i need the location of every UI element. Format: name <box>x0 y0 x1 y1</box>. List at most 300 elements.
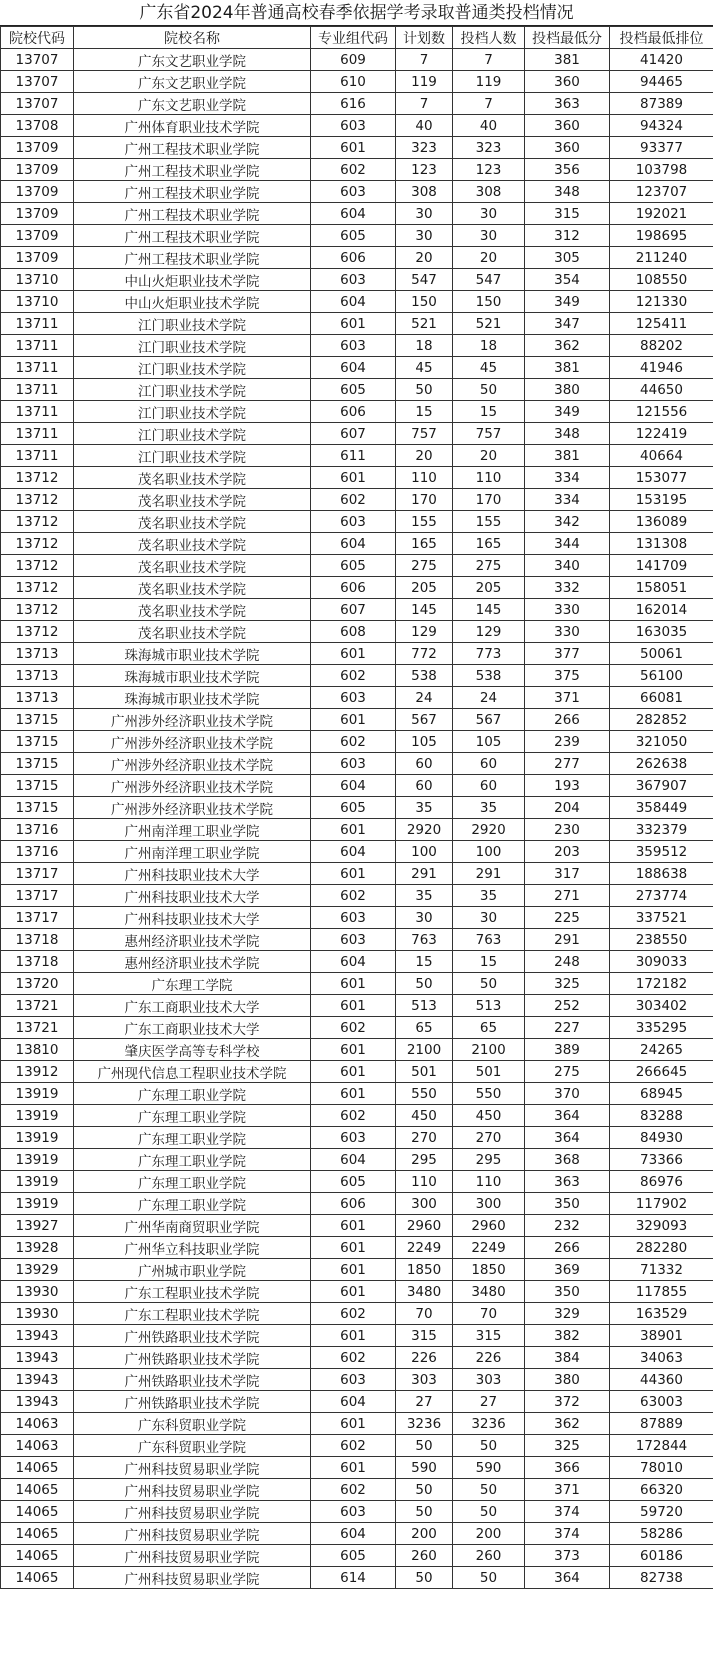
group-code-cell: 607 <box>311 599 396 621</box>
school-name-cell: 茂名职业技术学院 <box>74 577 311 599</box>
plan-count-cell: 50 <box>396 1435 453 1457</box>
school-name-cell: 江门职业技术学院 <box>74 379 311 401</box>
table-row <box>1 379 713 401</box>
group-code-cell: 601 <box>311 313 396 335</box>
admitted-count-cell: 60 <box>453 753 525 775</box>
plan-count-cell: 226 <box>396 1347 453 1369</box>
table-row <box>1 115 713 137</box>
plan-count-cell: 50 <box>396 1567 453 1589</box>
table-row <box>1 841 713 863</box>
min-rank-cell: 71332 <box>610 1259 713 1281</box>
school-name-cell: 广州铁路职业技术学院 <box>74 1369 311 1391</box>
school-code-cell: 13711 <box>1 401 74 423</box>
group-code-cell: 603 <box>311 929 396 951</box>
admitted-count-cell: 119 <box>453 71 525 93</box>
admitted-count-cell: 7 <box>453 49 525 71</box>
school-name-cell: 广州工程技术职业学院 <box>74 181 311 203</box>
table-row <box>1 1391 713 1413</box>
school-code-cell: 13711 <box>1 313 74 335</box>
school-code-cell: 13919 <box>1 1083 74 1105</box>
table-row <box>1 1039 713 1061</box>
min-score-cell: 334 <box>525 467 610 489</box>
table-row <box>1 885 713 907</box>
school-name-cell: 茂名职业技术学院 <box>74 511 311 533</box>
min-score-cell: 364 <box>525 1127 610 1149</box>
school-name-cell: 江门职业技术学院 <box>74 313 311 335</box>
min-score-cell: 342 <box>525 511 610 533</box>
school-code-cell: 13712 <box>1 555 74 577</box>
admitted-count-cell: 110 <box>453 1171 525 1193</box>
school-code-cell: 13919 <box>1 1149 74 1171</box>
table-row <box>1 137 713 159</box>
min-score-cell: 329 <box>525 1303 610 1325</box>
min-rank-cell: 60186 <box>610 1545 713 1567</box>
table-row <box>1 555 713 577</box>
school-name-cell: 江门职业技术学院 <box>74 423 311 445</box>
min-score-cell: 332 <box>525 577 610 599</box>
school-name-cell: 广州科技贸易职业学院 <box>74 1545 311 1567</box>
group-code-cell: 604 <box>311 1391 396 1413</box>
admitted-count-cell: 521 <box>453 313 525 335</box>
school-name-cell: 中山火炬职业技术学院 <box>74 269 311 291</box>
group-code-cell: 605 <box>311 1171 396 1193</box>
group-code-cell: 601 <box>311 1039 396 1061</box>
group-code-cell: 603 <box>311 753 396 775</box>
school-name-cell: 茂名职业技术学院 <box>74 599 311 621</box>
plan-count-cell: 24 <box>396 687 453 709</box>
min-rank-cell: 38901 <box>610 1325 713 1347</box>
plan-count-cell: 308 <box>396 181 453 203</box>
school-code-cell: 13717 <box>1 885 74 907</box>
admitted-count-cell: 2920 <box>453 819 525 841</box>
admitted-count-cell: 170 <box>453 489 525 511</box>
column-header-admitted-count: 投档人数 <box>453 27 525 49</box>
min-rank-cell: 121556 <box>610 401 713 423</box>
admitted-count-cell: 30 <box>453 203 525 225</box>
min-rank-cell: 88202 <box>610 335 713 357</box>
school-code-cell: 14065 <box>1 1523 74 1545</box>
admitted-count-cell: 550 <box>453 1083 525 1105</box>
admitted-count-cell: 145 <box>453 599 525 621</box>
plan-count-cell: 165 <box>396 533 453 555</box>
table-row <box>1 181 713 203</box>
min-rank-cell: 121330 <box>610 291 713 313</box>
min-score-cell: 344 <box>525 533 610 555</box>
group-code-cell: 601 <box>311 467 396 489</box>
group-code-cell: 601 <box>311 863 396 885</box>
plan-count-cell: 35 <box>396 885 453 907</box>
plan-count-cell: 1850 <box>396 1259 453 1281</box>
school-code-cell: 13720 <box>1 973 74 995</box>
school-name-cell: 广州科技贸易职业学院 <box>74 1523 311 1545</box>
admitted-count-cell: 123 <box>453 159 525 181</box>
group-code-cell: 605 <box>311 379 396 401</box>
school-name-cell: 广东工程职业技术学院 <box>74 1303 311 1325</box>
column-header-plan-count: 计划数 <box>396 27 453 49</box>
admitted-count-cell: 303 <box>453 1369 525 1391</box>
group-code-cell: 606 <box>311 247 396 269</box>
table-row <box>1 1545 713 1567</box>
column-header-school-name: 院校名称 <box>74 27 311 49</box>
group-code-cell: 609 <box>311 49 396 71</box>
min-score-cell: 315 <box>525 203 610 225</box>
school-code-cell: 13929 <box>1 1259 74 1281</box>
table-row <box>1 357 713 379</box>
plan-count-cell: 303 <box>396 1369 453 1391</box>
school-code-cell: 13943 <box>1 1369 74 1391</box>
table-row <box>1 291 713 313</box>
min-rank-cell: 122419 <box>610 423 713 445</box>
admitted-count-cell: 323 <box>453 137 525 159</box>
school-name-cell: 广州工程技术职业学院 <box>74 247 311 269</box>
min-score-cell: 325 <box>525 973 610 995</box>
group-code-cell: 602 <box>311 885 396 907</box>
school-code-cell: 13713 <box>1 643 74 665</box>
table-row <box>1 1303 713 1325</box>
min-rank-cell: 136089 <box>610 511 713 533</box>
school-code-cell: 13709 <box>1 225 74 247</box>
min-rank-cell: 58286 <box>610 1523 713 1545</box>
admitted-count-cell: 275 <box>453 555 525 577</box>
plan-count-cell: 590 <box>396 1457 453 1479</box>
plan-count-cell: 450 <box>396 1105 453 1127</box>
table-row <box>1 709 713 731</box>
school-code-cell: 13943 <box>1 1347 74 1369</box>
school-name-cell: 广东工商职业技术大学 <box>74 995 311 1017</box>
min-rank-cell: 153195 <box>610 489 713 511</box>
school-code-cell: 13716 <box>1 841 74 863</box>
school-name-cell: 广州涉外经济职业技术学院 <box>74 753 311 775</box>
plan-count-cell: 270 <box>396 1127 453 1149</box>
min-score-cell: 277 <box>525 753 610 775</box>
min-score-cell: 384 <box>525 1347 610 1369</box>
group-code-cell: 601 <box>311 1259 396 1281</box>
table-row <box>1 907 713 929</box>
school-name-cell: 广州铁路职业技术学院 <box>74 1347 311 1369</box>
admitted-count-cell: 35 <box>453 797 525 819</box>
min-score-cell: 349 <box>525 291 610 313</box>
group-code-cell: 603 <box>311 1501 396 1523</box>
school-name-cell: 广州铁路职业技术学院 <box>74 1391 311 1413</box>
group-code-cell: 603 <box>311 335 396 357</box>
min-score-cell: 354 <box>525 269 610 291</box>
min-score-cell: 204 <box>525 797 610 819</box>
school-code-cell: 13721 <box>1 1017 74 1039</box>
min-score-cell: 266 <box>525 709 610 731</box>
group-code-cell: 602 <box>311 1435 396 1457</box>
admitted-count-cell: 15 <box>453 401 525 423</box>
table-row <box>1 1501 713 1523</box>
admitted-count-cell: 590 <box>453 1457 525 1479</box>
min-score-cell: 364 <box>525 1105 610 1127</box>
school-code-cell: 14065 <box>1 1567 74 1589</box>
min-score-cell: 348 <box>525 181 610 203</box>
admitted-count-cell: 538 <box>453 665 525 687</box>
admitted-count-cell: 567 <box>453 709 525 731</box>
min-score-cell: 193 <box>525 775 610 797</box>
school-name-cell: 广州华立科技职业学院 <box>74 1237 311 1259</box>
group-code-cell: 602 <box>311 1017 396 1039</box>
admitted-count-cell: 20 <box>453 445 525 467</box>
plan-count-cell: 129 <box>396 621 453 643</box>
admitted-count-cell: 50 <box>453 1435 525 1457</box>
group-code-cell: 601 <box>311 1083 396 1105</box>
admitted-count-cell: 24 <box>453 687 525 709</box>
group-code-cell: 603 <box>311 1127 396 1149</box>
school-name-cell: 广州涉外经济职业技术学院 <box>74 709 311 731</box>
table-row <box>1 313 713 335</box>
min-rank-cell: 211240 <box>610 247 713 269</box>
school-name-cell: 广州南洋理工职业学院 <box>74 841 311 863</box>
min-rank-cell: 158051 <box>610 577 713 599</box>
school-name-cell: 广州南洋理工职业学院 <box>74 819 311 841</box>
min-score-cell: 325 <box>525 1435 610 1457</box>
table-row <box>1 1523 713 1545</box>
admitted-count-cell: 450 <box>453 1105 525 1127</box>
admitted-count-cell: 50 <box>453 1567 525 1589</box>
min-rank-cell: 41946 <box>610 357 713 379</box>
group-code-cell: 602 <box>311 665 396 687</box>
plan-count-cell: 2100 <box>396 1039 453 1061</box>
plan-count-cell: 205 <box>396 577 453 599</box>
table-row <box>1 599 713 621</box>
plan-count-cell: 70 <box>396 1303 453 1325</box>
admitted-count-cell: 501 <box>453 1061 525 1083</box>
school-name-cell: 惠州经济职业技术学院 <box>74 951 311 973</box>
school-code-cell: 13712 <box>1 577 74 599</box>
min-rank-cell: 358449 <box>610 797 713 819</box>
admitted-count-cell: 2100 <box>453 1039 525 1061</box>
plan-count-cell: 119 <box>396 71 453 93</box>
column-header-school-code: 院校代码 <box>1 27 74 49</box>
school-name-cell: 茂名职业技术学院 <box>74 489 311 511</box>
table-row <box>1 929 713 951</box>
table-row <box>1 665 713 687</box>
plan-count-cell: 65 <box>396 1017 453 1039</box>
min-rank-cell: 273774 <box>610 885 713 907</box>
plan-count-cell: 20 <box>396 445 453 467</box>
plan-count-cell: 27 <box>396 1391 453 1413</box>
school-name-cell: 广州科技贸易职业学院 <box>74 1501 311 1523</box>
min-rank-cell: 84930 <box>610 1127 713 1149</box>
group-code-cell: 608 <box>311 621 396 643</box>
plan-count-cell: 2920 <box>396 819 453 841</box>
school-code-cell: 13711 <box>1 423 74 445</box>
admitted-count-cell: 763 <box>453 929 525 951</box>
min-score-cell: 362 <box>525 1413 610 1435</box>
school-name-cell: 广东理工职业学院 <box>74 1193 311 1215</box>
school-code-cell: 13943 <box>1 1391 74 1413</box>
table-row <box>1 1413 713 1435</box>
group-code-cell: 604 <box>311 775 396 797</box>
plan-count-cell: 547 <box>396 269 453 291</box>
min-score-cell: 371 <box>525 1479 610 1501</box>
admitted-count-cell: 757 <box>453 423 525 445</box>
admitted-count-cell: 50 <box>453 379 525 401</box>
group-code-cell: 604 <box>311 1149 396 1171</box>
admitted-count-cell: 1850 <box>453 1259 525 1281</box>
school-name-cell: 广东理工职业学院 <box>74 1083 311 1105</box>
plan-count-cell: 20 <box>396 247 453 269</box>
school-name-cell: 广州科技贸易职业学院 <box>74 1567 311 1589</box>
admitted-count-cell: 270 <box>453 1127 525 1149</box>
admitted-count-cell: 2960 <box>453 1215 525 1237</box>
table-row <box>1 445 713 467</box>
school-name-cell: 广东文艺职业学院 <box>74 49 311 71</box>
min-score-cell: 360 <box>525 115 610 137</box>
min-score-cell: 381 <box>525 357 610 379</box>
table-row <box>1 1061 713 1083</box>
plan-count-cell: 60 <box>396 753 453 775</box>
table-row <box>1 577 713 599</box>
admitted-count-cell: 308 <box>453 181 525 203</box>
school-name-cell: 惠州经济职业技术学院 <box>74 929 311 951</box>
plan-count-cell: 3236 <box>396 1413 453 1435</box>
min-score-cell: 362 <box>525 335 610 357</box>
plan-count-cell: 50 <box>396 1479 453 1501</box>
min-rank-cell: 329093 <box>610 1215 713 1237</box>
min-score-cell: 363 <box>525 93 610 115</box>
table-row <box>1 973 713 995</box>
plan-count-cell: 100 <box>396 841 453 863</box>
admitted-count-cell: 110 <box>453 467 525 489</box>
table-row <box>1 753 713 775</box>
min-score-cell: 356 <box>525 159 610 181</box>
table-row <box>1 511 713 533</box>
school-name-cell: 茂名职业技术学院 <box>74 533 311 555</box>
admitted-count-cell: 300 <box>453 1193 525 1215</box>
table-row <box>1 71 713 93</box>
min-score-cell: 347 <box>525 313 610 335</box>
table-row <box>1 995 713 1017</box>
column-header-min-score: 投档最低分 <box>525 27 610 49</box>
plan-count-cell: 50 <box>396 1501 453 1523</box>
min-score-cell: 317 <box>525 863 610 885</box>
admitted-count-cell: 105 <box>453 731 525 753</box>
min-score-cell: 349 <box>525 401 610 423</box>
plan-count-cell: 550 <box>396 1083 453 1105</box>
school-code-cell: 13919 <box>1 1127 74 1149</box>
admitted-count-cell: 226 <box>453 1347 525 1369</box>
school-code-cell: 13928 <box>1 1237 74 1259</box>
school-code-cell: 13715 <box>1 731 74 753</box>
table-row <box>1 49 713 71</box>
min-score-cell: 374 <box>525 1501 610 1523</box>
plan-count-cell: 7 <box>396 49 453 71</box>
school-code-cell: 13717 <box>1 863 74 885</box>
plan-count-cell: 18 <box>396 335 453 357</box>
min-score-cell: 266 <box>525 1237 610 1259</box>
school-code-cell: 13711 <box>1 379 74 401</box>
admitted-count-cell: 15 <box>453 951 525 973</box>
school-name-cell: 广州涉外经济职业技术学院 <box>74 731 311 753</box>
min-score-cell: 369 <box>525 1259 610 1281</box>
group-code-cell: 601 <box>311 709 396 731</box>
school-name-cell: 广东理工职业学院 <box>74 1127 311 1149</box>
school-code-cell: 13721 <box>1 995 74 1017</box>
min-rank-cell: 24265 <box>610 1039 713 1061</box>
min-rank-cell: 56100 <box>610 665 713 687</box>
school-code-cell: 13715 <box>1 797 74 819</box>
plan-count-cell: 295 <box>396 1149 453 1171</box>
school-name-cell: 广州工程技术职业学院 <box>74 225 311 247</box>
school-name-cell: 广州科技贸易职业学院 <box>74 1479 311 1501</box>
admitted-count-cell: 40 <box>453 115 525 137</box>
plan-count-cell: 50 <box>396 379 453 401</box>
admitted-count-cell: 129 <box>453 621 525 643</box>
min-rank-cell: 94324 <box>610 115 713 137</box>
plan-count-cell: 7 <box>396 93 453 115</box>
table-row <box>1 687 713 709</box>
min-rank-cell: 93377 <box>610 137 713 159</box>
school-name-cell: 广州工程技术职业学院 <box>74 159 311 181</box>
min-rank-cell: 337521 <box>610 907 713 929</box>
plan-count-cell: 50 <box>396 973 453 995</box>
school-name-cell: 广州体育职业技术学院 <box>74 115 311 137</box>
school-name-cell: 广州工程技术职业学院 <box>74 203 311 225</box>
school-name-cell: 广州华南商贸职业学院 <box>74 1215 311 1237</box>
min-rank-cell: 94465 <box>610 71 713 93</box>
plan-count-cell: 260 <box>396 1545 453 1567</box>
school-name-cell: 江门职业技术学院 <box>74 357 311 379</box>
min-score-cell: 370 <box>525 1083 610 1105</box>
school-code-cell: 13919 <box>1 1193 74 1215</box>
table-row <box>1 1347 713 1369</box>
school-name-cell: 茂名职业技术学院 <box>74 555 311 577</box>
admitted-count-cell: 35 <box>453 885 525 907</box>
plan-count-cell: 30 <box>396 907 453 929</box>
min-score-cell: 271 <box>525 885 610 907</box>
min-score-cell: 248 <box>525 951 610 973</box>
admitted-count-cell: 315 <box>453 1325 525 1347</box>
group-code-cell: 604 <box>311 533 396 555</box>
admitted-count-cell: 70 <box>453 1303 525 1325</box>
min-score-cell: 364 <box>525 1567 610 1589</box>
min-rank-cell: 125411 <box>610 313 713 335</box>
header-row <box>1 27 713 49</box>
school-name-cell: 广东工程职业技术学院 <box>74 1281 311 1303</box>
admitted-count-cell: 30 <box>453 225 525 247</box>
school-code-cell: 13713 <box>1 665 74 687</box>
plan-count-cell: 15 <box>396 401 453 423</box>
school-name-cell: 广东理工职业学院 <box>74 1171 311 1193</box>
plan-count-cell: 30 <box>396 225 453 247</box>
plan-count-cell: 145 <box>396 599 453 621</box>
min-score-cell: 375 <box>525 665 610 687</box>
group-code-cell: 602 <box>311 1479 396 1501</box>
plan-count-cell: 315 <box>396 1325 453 1347</box>
min-score-cell: 360 <box>525 137 610 159</box>
plan-count-cell: 757 <box>396 423 453 445</box>
min-score-cell: 381 <box>525 49 610 71</box>
plan-count-cell: 2249 <box>396 1237 453 1259</box>
school-code-cell: 14065 <box>1 1479 74 1501</box>
min-score-cell: 372 <box>525 1391 610 1413</box>
admitted-count-cell: 50 <box>453 973 525 995</box>
min-score-cell: 330 <box>525 599 610 621</box>
school-name-cell: 江门职业技术学院 <box>74 445 311 467</box>
admitted-count-cell: 295 <box>453 1149 525 1171</box>
column-header-group-code: 专业组代码 <box>311 27 396 49</box>
school-name-cell: 江门职业技术学院 <box>74 335 311 357</box>
table-row <box>1 1215 713 1237</box>
school-code-cell: 13930 <box>1 1281 74 1303</box>
min-score-cell: 389 <box>525 1039 610 1061</box>
table-row <box>1 1193 713 1215</box>
table-row <box>1 269 713 291</box>
plan-count-cell: 501 <box>396 1061 453 1083</box>
min-rank-cell: 282280 <box>610 1237 713 1259</box>
